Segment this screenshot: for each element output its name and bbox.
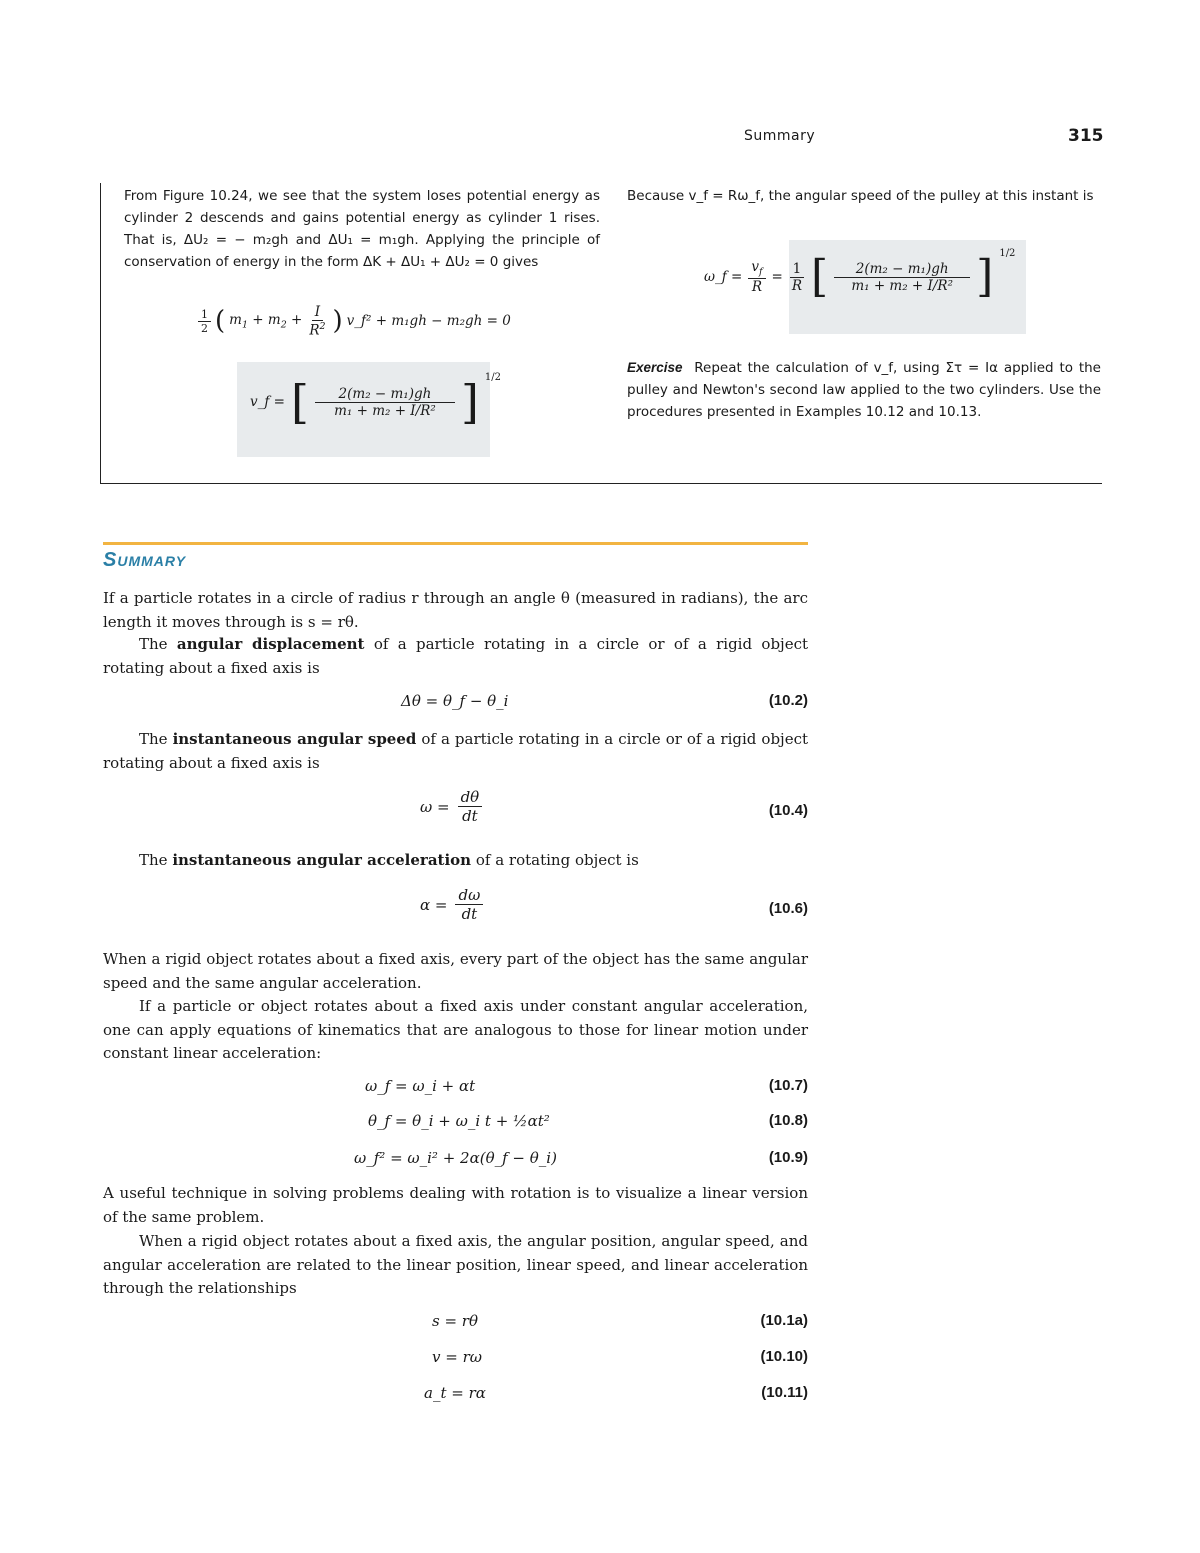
equation-number-10-10: (10.10) bbox=[760, 1348, 808, 1365]
equation-number-10-9: (10.9) bbox=[768, 1149, 808, 1166]
equation-number-10-4: (10.4) bbox=[768, 802, 808, 819]
omega-exponent: 1/2 bbox=[999, 248, 1016, 259]
equation-number-10-1a: (10.1a) bbox=[760, 1312, 808, 1329]
energy-equation: $\frac{1}{2}$ ( $m_1 + m_2$ + $\frac{I}{R^2}$ ) v_f² + m₁gh − m₂gh = 0 bbox=[198, 304, 511, 339]
equation-number-10-7: (10.7) bbox=[768, 1077, 808, 1094]
summary-title: Summary bbox=[103, 549, 187, 571]
exercise-paragraph bbox=[627, 357, 1101, 423]
equation-number-10-11: (10.11) bbox=[761, 1384, 808, 1401]
summary-paragraph-3 bbox=[103, 728, 808, 775]
term-instantaneous-angular-speed: instantaneous angular speed bbox=[172, 730, 417, 748]
vf-label: v_f = bbox=[250, 394, 285, 410]
equation-10-11: a_t = rα bbox=[424, 1384, 486, 1402]
equation-10-6: α = $\frac{d\omega}{dt}$ bbox=[420, 886, 483, 923]
equation-10-10: v = rω bbox=[432, 1348, 482, 1366]
equation-10-9: ω_f² = ω_i² + 2α(θ_f − θ_i) bbox=[354, 1149, 557, 1167]
page-number: 315 bbox=[1068, 126, 1104, 146]
p3-pre: The bbox=[139, 730, 173, 748]
equation-number-10-2: (10.2) bbox=[768, 692, 808, 709]
summary-paragraph-4 bbox=[103, 849, 808, 873]
p2-post: of a particle rotating in a circle or of a rigid object rotating about a fixed axis is bbox=[103, 635, 809, 677]
example-right-paragraph: Because v_f = Rω_f, the angular speed of the pulley at this instant is bbox=[627, 188, 1094, 204]
equation-10-8: θ_f = θ_i + ω_i t + ½αt² bbox=[368, 1112, 550, 1130]
p4-post: of a rotating object is bbox=[471, 851, 639, 869]
equation-number-10-6: (10.6) bbox=[768, 900, 808, 917]
p4-pre: The bbox=[139, 851, 173, 869]
equation-number-10-8: (10.8) bbox=[768, 1112, 808, 1129]
omega-equation: ω_f = $\frac{v_f}{R}$ = $\frac{1}{R}$ [ $\frac{\text{2(m₂ − m₁)gh}}{\text{m₁ + m₂ + I/R²}}$ ] 1/2 bbox=[704, 248, 1016, 302]
omega-numerator: 2(m₂ − m₁)gh bbox=[834, 261, 970, 278]
vf-numerator: 2(m₂ − m₁)gh bbox=[315, 386, 455, 403]
summary-paragraph-5: When a rigid object rotates about a fixed axis, every part of the object has the same angular speed and the same angular acceleration. bbox=[103, 950, 808, 992]
summary-rule bbox=[103, 542, 808, 545]
vf-equation: v_f = [ $\frac{\text{2(m₂ − m₁)gh}}{\text{m₁ + m₂ + I/R²}}$ ] 1/2 bbox=[250, 372, 501, 429]
term-instantaneous-angular-acceleration: instantaneous angular acceleration bbox=[172, 851, 472, 869]
exercise-text: Repeat the calculation of v_f, using Στ = Iα applied to the pulley and Newton's second law applied to the two cylinders. Use the procedures presented in Examples 10.12 and 10.13. bbox=[627, 360, 1101, 420]
exercise-label: Exercise bbox=[627, 360, 683, 375]
term-angular-displacement: angular displacement bbox=[176, 635, 365, 653]
equation-10-2: Δθ = θ_f − θ_i bbox=[401, 692, 509, 710]
p2-pre: The bbox=[139, 635, 177, 653]
equation-10-4: ω = $\frac{d\theta}{dt}$ bbox=[420, 788, 482, 825]
summary-paragraph-7: A useful technique in solving problems dealing with rotation is to visualize a linear version of the same problem. bbox=[103, 1184, 808, 1226]
summary-paragraph-8: When a rigid object rotates about a fixed axis, the angular position, angular speed, and angular acceleration are related to the linear position, linear speed, and linear acceleration through the relationships bbox=[103, 1232, 808, 1297]
omega-denominator: m₁ + m₂ + I/R² bbox=[851, 277, 953, 294]
vf-denominator: m₁ + m₂ + I/R² bbox=[334, 402, 436, 419]
summary-paragraph-6: If a particle or object rotates about a fixed axis under constant angular acceleration, one can apply equations of kinematics that are analogous to those for linear motion under constant linear acceleration: bbox=[103, 997, 808, 1062]
energy-equation-tail: v_f² + m₁gh − m₂gh = 0 bbox=[346, 313, 511, 330]
example-left-paragraph: From Figure 10.24, we see that the system loses potential energy as cylinder 2 descends and gains potential energy as cylinder 1 rises. That is, ΔU₂ = − m₂gh and ΔU₁ = m₁gh. Applying the principle of conservation of energy in the form ΔK + ΔU₁ + ΔU₂ = 0 gives bbox=[124, 188, 600, 270]
vf-exponent: 1/2 bbox=[484, 372, 501, 383]
omega-label: ω_f = bbox=[704, 269, 743, 285]
summary-paragraph-1: If a particle rotates in a circle of radius r through an angle θ (measured in radians), the arc length it moves through is s = rθ. bbox=[103, 589, 808, 631]
equation-10-7: ω_f = ω_i + αt bbox=[365, 1077, 476, 1095]
p3-post: of a particle rotating in a circle or of a rigid object rotating about a fixed axis is bbox=[103, 730, 809, 772]
running-head: Summary bbox=[744, 128, 816, 144]
equation-10-1a: s = rθ bbox=[432, 1312, 479, 1330]
summary-paragraph-2 bbox=[103, 633, 808, 680]
